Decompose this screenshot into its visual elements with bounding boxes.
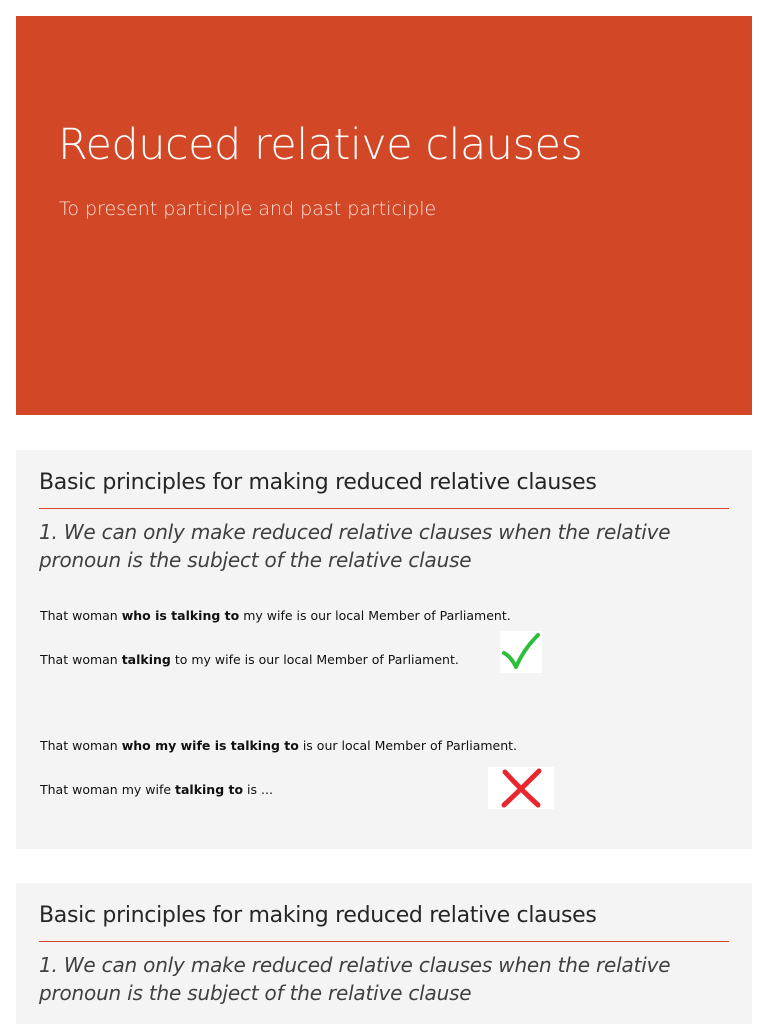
presentation-title: Reduced relative clauses	[58, 120, 583, 170]
example-sentence-3	[40, 738, 517, 753]
example-text: to my wife is our local Member of Parliament.	[170, 652, 459, 667]
example-sentence-4	[40, 782, 273, 797]
slide-heading: Basic principles for making reduced relative clauses	[39, 903, 597, 928]
cross-icon	[488, 767, 554, 809]
title-slide	[16, 16, 752, 415]
principle-text: 1. We can only make reduced relative clauses when the relative pronoun is the subject of the relative clause	[39, 953, 671, 1005]
example-text: That woman	[40, 608, 122, 623]
example-highlight: who is talking to	[121, 608, 240, 623]
example-sentence-1	[40, 608, 511, 623]
example-text: is ...	[243, 782, 273, 797]
heading-divider	[39, 508, 729, 509]
example-text: is our local Member of Parliament.	[298, 738, 518, 753]
slide-heading: Basic principles for making reduced relative clauses	[39, 470, 597, 495]
heading-divider	[39, 941, 729, 942]
example-text: That woman	[40, 738, 122, 753]
check-icon	[500, 631, 542, 673]
example-text: That woman my wife	[40, 782, 176, 797]
content-slide-basic-principles-repeat	[16, 883, 752, 1024]
principle-text: 1. We can only make reduced relative clauses when the relative pronoun is the subject of the relative clause	[39, 520, 671, 572]
example-highlight: talking to	[175, 782, 244, 797]
example-text: my wife is our local Member of Parliament.	[239, 608, 511, 623]
content-slide-basic-principles	[16, 450, 752, 849]
example-highlight: who my wife is talking to	[121, 738, 299, 753]
example-text: That woman	[40, 652, 122, 667]
example-highlight: talking	[121, 652, 171, 667]
example-sentence-2	[40, 652, 459, 667]
presentation-subtitle: To present participle and past participle	[59, 198, 437, 220]
